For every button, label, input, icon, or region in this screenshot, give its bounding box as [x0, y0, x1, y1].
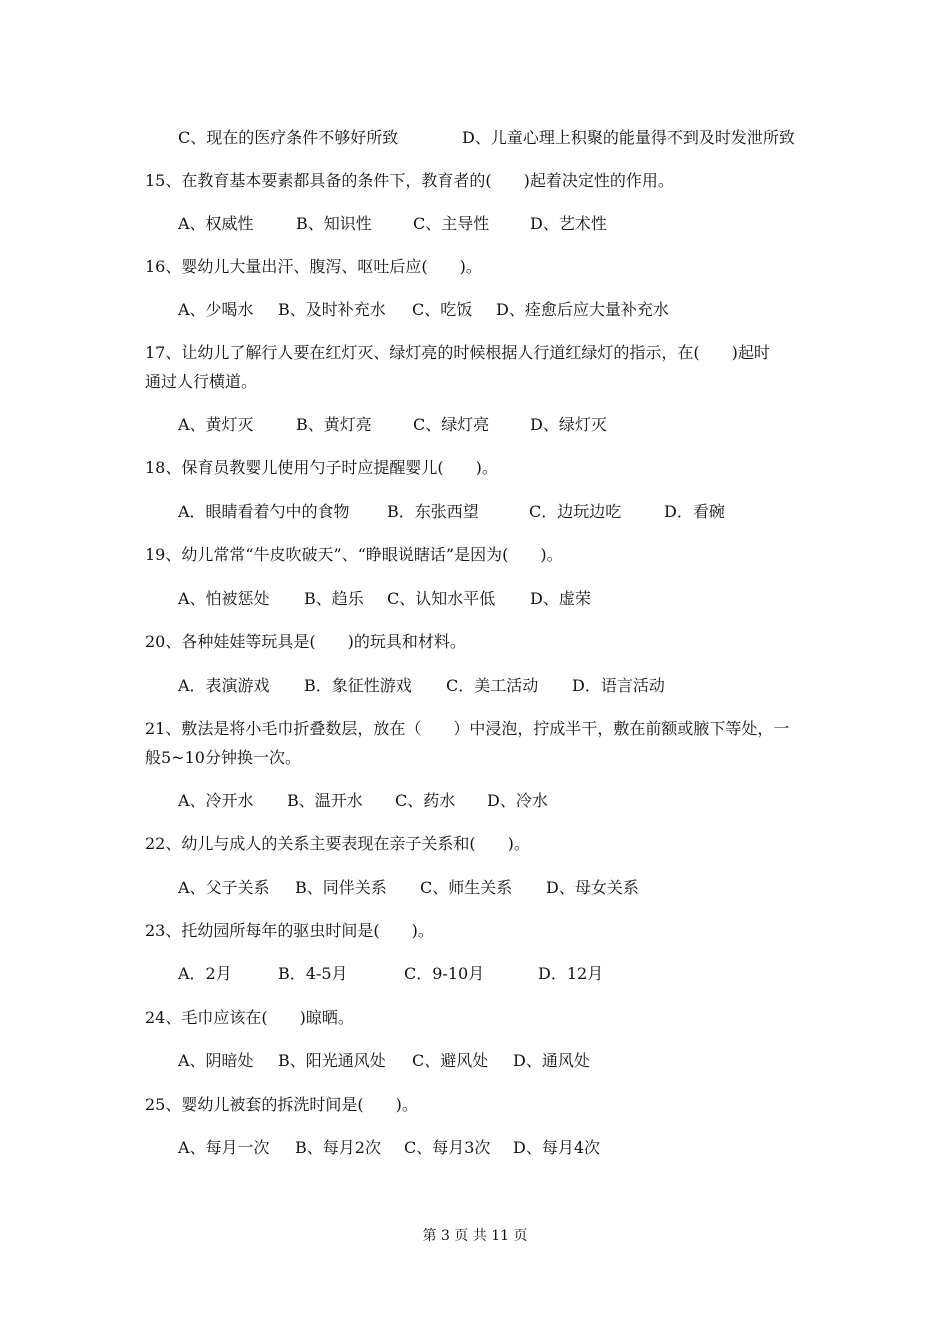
question-17-stem: 17、让幼儿了解行人要在红灯灭、绿灯亮的时候根据人行道红绿灯的指示，在( )起时 [145, 343, 770, 362]
question-21-stem: 21、敷法是将小毛巾折叠数层，放在（ ）中浸泡，拧成半干，敷在前额或腋下等处，一 [145, 719, 790, 738]
question-23-stem: 23、托幼园所每年的驱虫时间是( )。 [145, 921, 434, 940]
q17-option-a: A、黄灯灭 [178, 415, 254, 434]
q23-option-c: C．9-10月 [404, 964, 485, 983]
question-20-stem: 20、各种娃娃等玩具是( )的玩具和材料。 [145, 632, 466, 651]
question-19-stem: 19、幼儿常常“牛皮吹破天”、“睁眼说瞎话”是因为( )。 [145, 545, 563, 564]
q19-option-a: A、怕被惩处 [178, 589, 270, 608]
q16-option-b: B、及时补充水 [278, 300, 386, 319]
question-25-stem: 25、婴幼儿被套的拆洗时间是( )。 [145, 1095, 418, 1114]
q25-option-c: C、每月3次 [404, 1138, 491, 1157]
q15-option-d: D、艺术性 [530, 214, 607, 233]
question-15-stem: 15、在教育基本要素都具备的条件下，教育者的( )起着决定性的作用。 [145, 171, 674, 190]
q23-option-a: A．2月 [178, 964, 232, 983]
q22-option-a: A、父子关系 [178, 878, 270, 897]
question-21-stem-cont: 般5~10分钟换一次。 [145, 748, 301, 767]
q25-option-a: A、每月一次 [178, 1138, 270, 1157]
q21-option-c: C、药水 [395, 791, 456, 810]
q19-option-c: C、认知水平低 [387, 589, 496, 608]
q17-option-c: C、绿灯亮 [413, 415, 490, 434]
q21-option-d: D、冷水 [487, 791, 548, 810]
q18-option-d: D．看碗 [664, 502, 725, 521]
q18-option-b: B．东张西望 [387, 502, 479, 521]
q23-option-d: D．12月 [538, 964, 604, 983]
q23-option-b: B．4-5月 [278, 964, 348, 983]
option-c-carry: C、现在的医疗条件不够好所致 [178, 128, 399, 147]
q25-option-b: B、每月2次 [295, 1138, 381, 1157]
q17-option-d: D、绿灯灭 [530, 415, 607, 434]
q15-option-b: B、知识性 [296, 214, 372, 233]
q21-option-a: A、冷开水 [178, 791, 254, 810]
q24-option-c: C、避风处 [412, 1051, 489, 1070]
option-d-carry: D、儿童心理上积聚的能量得不到及时发泄所致 [462, 128, 795, 147]
q16-option-c: C、吃饭 [412, 300, 473, 319]
q22-option-d: D、母女关系 [546, 878, 639, 897]
q24-option-d: D、通风处 [513, 1051, 590, 1070]
q24-option-a: A、阴暗处 [178, 1051, 254, 1070]
q21-option-b: B、温开水 [287, 791, 363, 810]
q17-option-b: B、黄灯亮 [296, 415, 372, 434]
page-number-footer: 第 3 页 共 11 页 [422, 1228, 528, 1244]
question-16-stem: 16、婴幼儿大量出汗、腹泻、呕吐后应( )。 [145, 257, 482, 276]
q19-option-b: B、趋乐 [304, 589, 364, 608]
q19-option-d: D、虚荣 [530, 589, 591, 608]
q16-option-d: D、痊愈后应大量补充水 [496, 300, 669, 319]
q20-option-c: C．美工活动 [446, 676, 539, 695]
q20-option-a: A．表演游戏 [178, 676, 270, 695]
q24-option-b: B、阳光通风处 [278, 1051, 386, 1070]
question-22-stem: 22、幼儿与成人的关系主要表现在亲子关系和( )。 [145, 834, 530, 853]
q15-option-a: A、权威性 [178, 214, 254, 233]
q16-option-a: A、少喝水 [178, 300, 254, 319]
q22-option-b: B、同伴关系 [295, 878, 387, 897]
q18-option-c: C．边玩边吃 [529, 502, 622, 521]
question-18-stem: 18、保育员教婴儿使用勺子时应提醒婴儿( )。 [145, 458, 498, 477]
q22-option-c: C、师生关系 [420, 878, 513, 897]
q18-option-a: A．眼睛看着勺中的食物 [178, 502, 350, 521]
q20-option-b: B．象征性游戏 [304, 676, 412, 695]
question-24-stem: 24、毛巾应该在( )晾晒。 [145, 1008, 354, 1027]
question-17-stem-cont: 通过人行横道。 [145, 372, 258, 391]
q15-option-c: C、主导性 [413, 214, 490, 233]
q25-option-d: D、每月4次 [513, 1138, 601, 1157]
q20-option-d: D．语言活动 [572, 676, 665, 695]
